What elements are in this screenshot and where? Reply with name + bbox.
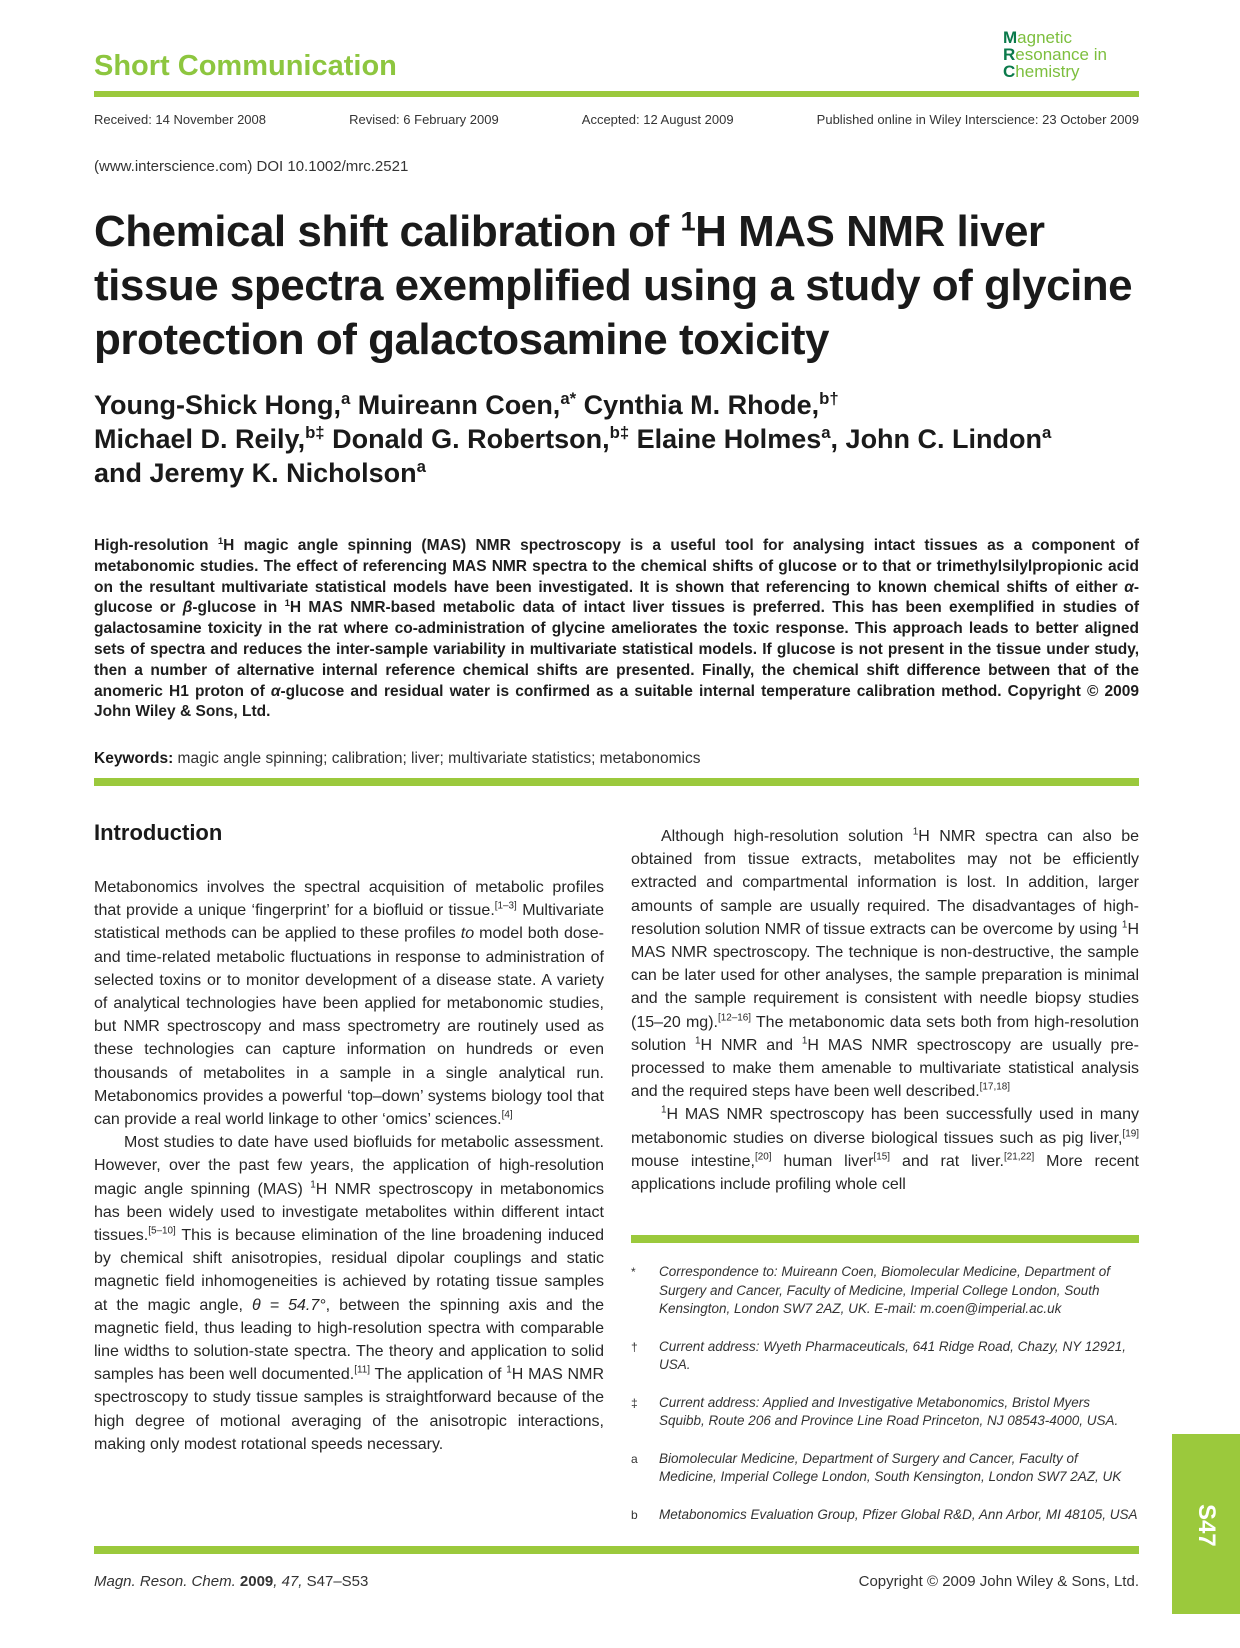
accepted-date: Accepted: 12 August 2009 <box>581 112 734 127</box>
logo-text: esonance in <box>1015 45 1107 64</box>
logo-text: agnetic <box>1017 28 1072 47</box>
abstract-text: 2009 John Wiley & Sons, Ltd. <box>94 682 1139 721</box>
abstract-rule <box>94 778 1139 786</box>
paragraph-text: , between the spinning axis and the magnetic field, thus leading to high-resolution spectra with comparable line widths to solution-state spectra. The theory and application to solid samples has been well documented. <box>94 1296 605 1384</box>
paragraph-text: H MAS NMR spectroscopy. The technique is non-destructive, the sample can be later used for other analyses, the sample preparation is minimal and the sample requirement is consistent with needle biopsy studies (15–20 mg). <box>631 920 1139 1031</box>
paragraph-text: This is because elimination of the line broadening induced by chemical shift anisotropies, residual dipolar couplings and static magnetic field inhomogeneities is achieved by rotating tissue samples at the magic angle, <box>94 1227 604 1314</box>
paragraph-text: H NMR spectra can also be obtained from tissue extracts, metabolites may not be efficiently extracted and compartmental information is lost. In addition, larger amounts of sample are usually required. The disadvantages of high-resolution solution NMR of tissue extracts can be overcome by using <box>631 828 1139 938</box>
footnotes <box>631 1263 1139 1543</box>
paragraph-text: human liver <box>771 1152 874 1170</box>
author-name: and Jeremy K. Nicholson <box>94 458 417 488</box>
footnote-mark: b <box>631 1507 638 1522</box>
paragraph <box>631 825 1139 1103</box>
citation: [15] <box>873 1151 891 1163</box>
superscript: 1 <box>801 1035 808 1047</box>
footnote-mark: ‡ <box>631 1395 638 1410</box>
author-affiliation: a <box>821 423 831 442</box>
author-name: Elaine Holmes <box>629 424 822 454</box>
citation: [11] <box>354 1364 370 1376</box>
journal-abbrev: Magn. Reson. Chem. <box>94 1573 236 1590</box>
abstract-text: H MAS NMR-based metabolic data of intact liver tissues is preferred. This has been exemplified in studies of galactosamine toxicity in the rat where co-administration of glycine ameliorates the toxic response. This approach leads to better aligned sets of spectra and reduces the inter-sample variability in multivariate statistical models. If glucose is not present in the tissue under study, then a number of alternative internal reference chemical shifts are presented. Finally, the chemical shift difference between that of the anomeric H1 proton of <box>94 599 1139 700</box>
citation: [1–3] <box>494 900 517 912</box>
section-type-label: Short Communication <box>94 50 397 82</box>
citation: [19] <box>1122 1128 1139 1140</box>
author-name: Michael D. Reily, <box>94 424 306 454</box>
received-date: Received: 14 November 2008 <box>94 112 266 127</box>
paragraph-text: mouse intestine, <box>631 1152 755 1170</box>
alpha-symbol: α <box>270 682 281 700</box>
paragraph <box>631 1103 1139 1196</box>
paragraph-text: model both dose- and time-related metabolic fluctuations in response to administration of selected toxins or to monitor development of a disease state. A variety of analytical technologies have been applied for metabonomic studies, but NMR spectroscopy and mass spectrometry are routinely used as these technologies can capture information on hundreds or even thousands of metabolites in a sample in a single analytical run. Metabonomics provides a powerful ‘top–down’ systems biology tool that can provide a real world linkage to other ‘omics’ sciences. <box>94 925 605 1129</box>
superscript: 1 <box>310 1179 316 1191</box>
paragraph-text: Metabonomics involves the spectral acquisition of metabolic profiles that provide a unique ‘fingerprint’ for a biofluid or tissue. <box>94 879 604 920</box>
doi-line: (www.interscience.com) DOI 10.1002/mrc.2521 <box>94 158 409 175</box>
abstract-text: H magic angle spinning (MAS) NMR spectroscopy is a useful tool for analysing intact tissues as a component of metabonomic studies. The effect of referencing MAS NMR spectra to the chemical shifts of glucose or to that or trimethylsilylpropionic acid on the resultant multivariate statistical models have been investigated. It is shown that referencing to known chemical shifts of either <box>94 537 1139 596</box>
abstract-superscript: 1 <box>284 598 290 610</box>
paragraph-text: to <box>460 925 475 943</box>
footnote-text: Biomolecular Medicine, Department of Surgery and Cancer, Faculty of Medicine, Imperial College London, South Kensington, London SW7 2AZ, UK <box>659 1450 1122 1484</box>
author-affiliation: b‡ <box>305 423 325 442</box>
journal-citation <box>94 1573 368 1590</box>
paragraph-text: H NMR spectroscopy in metabonomics has been widely used to investigate metabolites within different intact tissues. <box>94 1180 604 1245</box>
author-affiliation: b‡ <box>609 423 630 442</box>
title-text: Chemical shift calibration of <box>94 207 681 256</box>
citation: [4] <box>501 1109 513 1121</box>
journal-logo <box>1003 29 1107 80</box>
left-column <box>94 820 604 1456</box>
paragraph-text: The metabonomic data sets both from high-resolution solution <box>631 1013 1140 1054</box>
footer-copyright: Copyright © 2009 John Wiley & Sons, Ltd. <box>858 1573 1139 1590</box>
paragraph-text: and rat liver. <box>890 1152 1004 1170</box>
abstract <box>94 536 1139 723</box>
published-date: Published online in Wiley Interscience: 23 October 2009 <box>816 112 1139 127</box>
author-affiliation: a* <box>560 389 577 408</box>
footnote <box>631 1394 1139 1431</box>
alpha-symbol: α <box>1124 578 1134 596</box>
superscript: 1 <box>912 826 919 838</box>
paragraph-text: Multivariate statistical methods can be applied to these profiles <box>94 902 604 943</box>
abstract-text: -glucose in <box>192 599 285 617</box>
citation: [17,18] <box>979 1081 1010 1093</box>
footnote-text: Current address: Wyeth Pharmaceuticals, 641 Ridge Road, Chazy, NY 12921, USA. <box>659 1338 1126 1372</box>
header-rule <box>94 91 1139 97</box>
journal-volume: , 47, <box>273 1573 303 1590</box>
logo-letter: C <box>1003 62 1016 81</box>
footnote <box>631 1338 1139 1375</box>
citation: [21,22] <box>1004 1151 1035 1163</box>
author-affiliation: a <box>340 389 351 408</box>
paragraph-text: The application of <box>369 1366 507 1384</box>
right-column <box>631 825 1139 1196</box>
title-superscript: 1 <box>680 205 696 237</box>
footnote-mark: † <box>631 1339 638 1354</box>
logo-text: hemistry <box>1015 62 1080 81</box>
paragraph-text: H MAS NMR spectroscopy has been successfully used in many metabonomic studies on diverse biological tissues such as pig liver, <box>631 1106 1139 1147</box>
author-name: Young-Shick Hong, <box>94 390 341 420</box>
author-name: , John C. Lindon <box>830 424 1043 454</box>
journal-pages: S47–S53 <box>302 1573 369 1590</box>
superscript: 1 <box>661 1105 667 1117</box>
author-affiliation: a <box>416 457 426 476</box>
author-list <box>94 388 1139 490</box>
keywords-label: Keywords: <box>94 750 174 767</box>
logo-letter: R <box>1003 45 1016 64</box>
copyright-symbol: © <box>1086 682 1099 700</box>
footnote-mark: * <box>631 1265 636 1279</box>
author-name: Donald G. Robertson, <box>324 424 610 454</box>
author-name: Cynthia M. Rhode, <box>576 390 820 420</box>
logo-letter: M <box>1003 28 1018 47</box>
citation: [12–16] <box>717 1012 752 1024</box>
footnote <box>631 1450 1139 1487</box>
abstract-text: -glucose and residual water is confirmed as a suitable internal temperature calibration method. Copyright <box>280 682 1087 700</box>
section-heading-introduction: Introduction <box>94 820 223 845</box>
article-dates <box>94 112 1139 127</box>
footnote-rule <box>631 1235 1139 1243</box>
paragraph-text: H MAS NMR spectroscopy to study tissue samples is straightforward because of the high degree of motional averaging of the anisotropic interactions, making only modest rotational speeds necessary. <box>94 1366 604 1453</box>
author-name: Muireann Coen, <box>350 390 561 420</box>
paragraph-text: H NMR and <box>700 1036 802 1054</box>
title-text: H MAS NMR liver tissue spectra exemplified using a study of glycine protection of galactosamine toxicity <box>94 207 1133 364</box>
abstract-superscript: 1 <box>217 535 224 547</box>
beta-symbol: β <box>182 599 193 617</box>
paragraph-text: Although high-resolution solution <box>661 828 913 845</box>
footer-rule <box>94 1546 1139 1554</box>
footnote-text: Correspondence to: Muireann Coen, Biomolecular Medicine, Department of Surgery and Cancer, Faculty of Medicine, Imperial College London, South Kensington, London SW7 2AZ, UK. E-mail: m.coen@imperial.ac.uk <box>659 1264 1110 1316</box>
magic-angle-formula: θ = 54.7° <box>252 1296 326 1314</box>
paragraph-text: H MAS NMR spectroscopy are usually pre-processed to make them amenable to multivariate statistical analysis and the required steps have been well described. <box>631 1036 1140 1101</box>
citation: [20] <box>754 1151 772 1163</box>
paragraph-text: Most studies to date have used biofluids for metabolic assessment. However, over the past few years, the application of high-resolution magic angle spinning (MAS) <box>94 1134 604 1198</box>
page-number: S47 <box>1193 1503 1220 1547</box>
paragraph <box>94 1131 604 1456</box>
superscript: 1 <box>1121 919 1128 931</box>
footnote-mark: a <box>631 1451 638 1466</box>
footnote <box>631 1506 1139 1525</box>
author-affiliation: b† <box>819 389 839 408</box>
journal-year: 2009 <box>235 1573 274 1590</box>
citation: [5–10] <box>148 1225 176 1237</box>
author-affiliation: a <box>1042 423 1052 442</box>
keywords <box>94 750 1139 768</box>
footnote-text: Current address: Applied and Investigative Metabonomics, Bristol Myers Squibb, Route 206 and Province Line Road Princeton, NJ 08543-4000, USA. <box>659 1394 1119 1428</box>
abstract-text: -glucose or <box>94 578 1139 617</box>
abstract-text: High-resolution <box>94 537 218 554</box>
superscript: 1 <box>506 1364 512 1376</box>
paragraph <box>94 876 604 1131</box>
article-title <box>94 205 1139 367</box>
revised-date: Revised: 6 February 2009 <box>349 112 499 127</box>
superscript: 1 <box>695 1035 701 1047</box>
footnote <box>631 1263 1139 1319</box>
paragraph-text: More recent applications include profiling whole cell <box>631 1152 1139 1194</box>
footnote-text: Metabonomics Evaluation Group, Pfizer Global R&D, Ann Arbor, MI 48105, USA <box>659 1506 1138 1522</box>
keywords-text: magic angle spinning; calibration; liver; multivariate statistics; metabonomics <box>173 750 701 767</box>
